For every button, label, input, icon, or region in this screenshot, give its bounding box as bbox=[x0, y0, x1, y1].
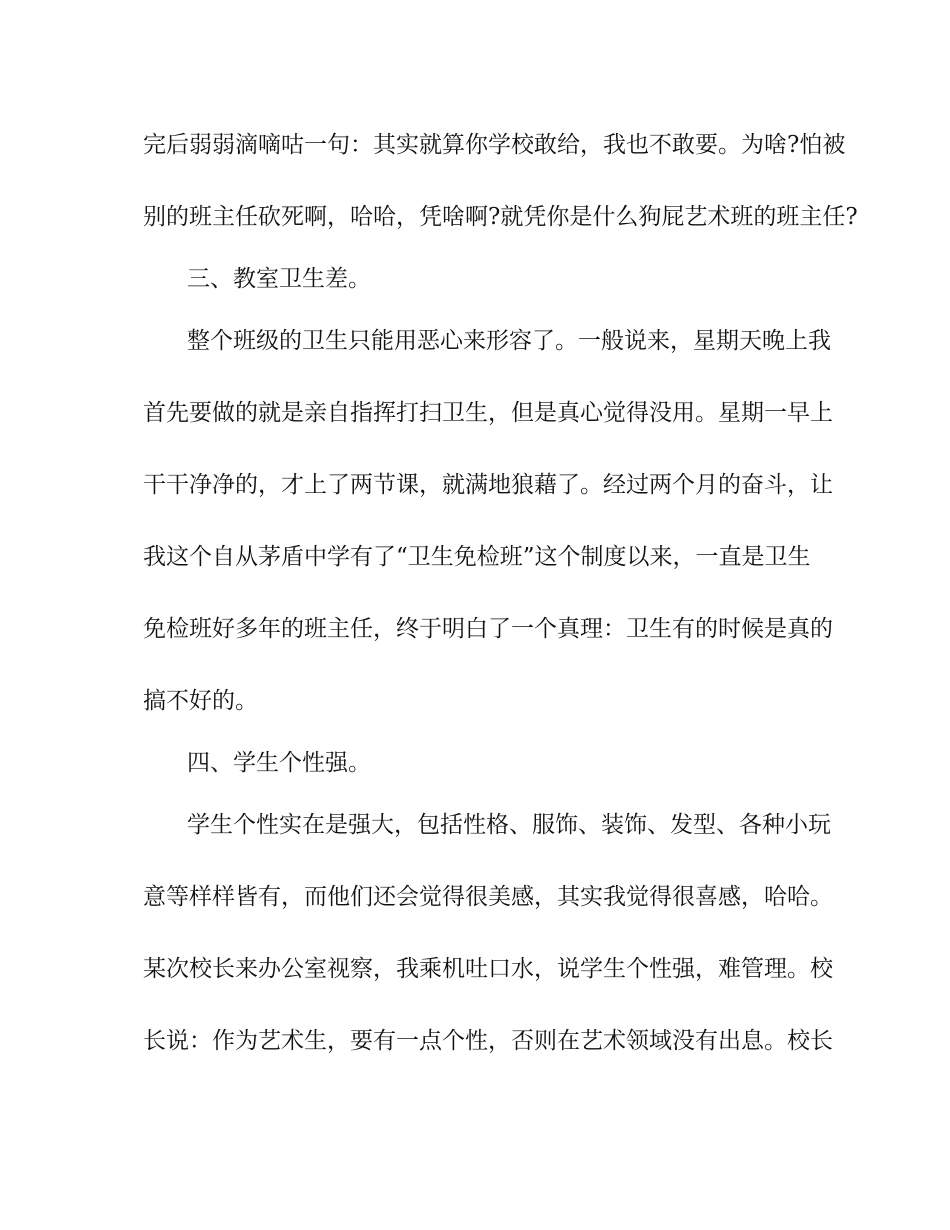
paragraph-line: 学生个性实在是强大，包括性格、服饰、装饰、发型、各种小玩 bbox=[187, 812, 831, 838]
paragraph-line: 完后弱弱滴嘀咕一句：其实就算你学校敢给，我也不敢要。为啥?怕被 bbox=[143, 132, 846, 158]
paragraph-line: 搞不好的。 bbox=[143, 688, 258, 714]
section-heading: 三、教室卫生差。 bbox=[187, 266, 371, 292]
section-heading: 四、学生个性强。 bbox=[187, 750, 371, 776]
paragraph-line: 免检班好多年的班主任，终于明白了一个真理：卫生有的时候是真的 bbox=[143, 616, 833, 642]
paragraph-line: 某次校长来办公室视察，我乘机吐口水，说学生个性强，难管理。校 bbox=[143, 956, 833, 982]
paragraph-line: 干干净净的，才上了两节课，就满地狼藉了。经过两个月的奋斗，让 bbox=[143, 472, 833, 498]
paragraph-line: 长说：作为艺术生，要有一点个性，否则在艺术领域没有出息。校长 bbox=[143, 1028, 833, 1054]
paragraph-line: 首先要做的就是亲自指挥打扫卫生，但是真心觉得没用。星期一早上 bbox=[143, 400, 833, 426]
paragraph-line: 整个班级的卫生只能用恶心来形容了。一般说来，星期天晚上我 bbox=[187, 328, 831, 354]
paragraph-line: 意等样样皆有，而他们还会觉得很美感，其实我觉得很喜感，哈哈。 bbox=[143, 884, 833, 910]
paragraph-line: 别的班主任砍死啊，哈哈，凭啥啊?就凭你是什么狗屁艺术班的班主任? bbox=[143, 204, 858, 230]
paragraph-line: 我这个自从茅盾中学有了“卫生免检班”这个制度以来，一直是卫生 bbox=[143, 544, 811, 570]
